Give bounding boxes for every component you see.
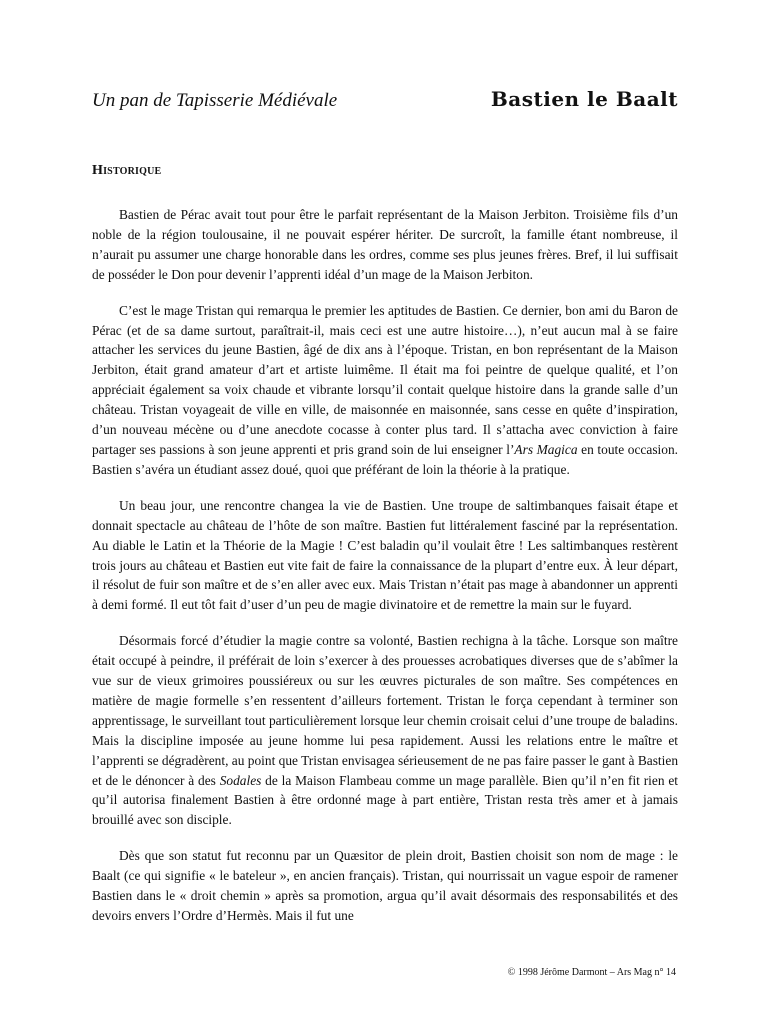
text-run: C’est le mage Tristan qui remarqua le premier les aptitudes de Bastien. Ce dernier, bon ami du Baron de Pérac (et de sa dame surtout, paraîtrait-il, mais ceci est une autre histoire…), n’eut aucun mal à se faire attacher les services du jeune Bastien, âgé de dix ans à l’époque. Tristan, en bon représentant de la Maison Jerbiton, était grand amateur d’art et artiste luimême. Il était ma foi peintre de quelque qualité, et l’on appréciait également sa voix chaude et vibrante lorsqu’il contait quelque histoire dans la grande salle d’un château. Tristan voyageait de ville en ville, de maisonnée en maisonnée, sans cesse en quête d’inspiration, d’un nouveau mécène ou d’une anecdote cocasse à conter plus tard. Il s’attacha avec conviction à faire partager ses passions à son jeune apprenti et pris grand soin de lui enseigner l’ xyxy=(92,302,678,457)
italic-term: Sodales xyxy=(219,772,262,788)
author-signature: Bastien le Baalt xyxy=(490,87,678,111)
section-heading: Historique xyxy=(92,163,162,178)
text-run: Un beau jour, une rencontre changea la vie de Bastien. Une troupe de saltimbanques faisait étape et donnait spectacle au château de l’hôte de son maître. Bastien fut littéralement fasciné par la représentation. Au diable le Latin et la Théorie de la Magie ! C’est baladin qu’il voulait être ! Les saltimbanques restèrent trois jours au château et Bastien eut vite fait de faire la connaissance de la plupart d’entre eux. À leur départ, il résolut de fuir son maître et de s’en aller avec eux. Mais Tristan n’était pas mage à abandonner un apprenti à demi formé. Il eut tôt fait d’user d’un peu de magie divinatoire et de remettre la main sur le fuyard. xyxy=(92,497,678,613)
text-run: Bastien de Pérac avait tout pour être le parfait représentant de la Maison Jerbiton. Troisième fils d’un noble de la région toulousaine, il ne pouvait espérer hériter. De surcroît, la famille étant nombreuse, il n’aurait pu assumer une charge honorable dans les ordres, comme ses plus jeunes frères. Bref, il lui suffisait de posséder le Don pour devenir l’apprenti idéal d’un mage de la Maison Jerbiton. xyxy=(92,207,678,282)
text-run: Désormais forcé d’étudier la magie contre sa volonté, Bastien rechigna à la tâche. Lorsque son maître était occupé à peindre, il préférait de loin s’exercer à des prouesses acrobatiques diverses que de s’abîmer la vue sur de vieux grimoires poussiéreux ou sur les œuvres picturales de son maître. Ses compétences en matière de magie formelle s’en ressentent d’ailleurs fortement. Tristan le força cependant à terminer son apprentissage, le surveillant tout particulièrement lorsque leur chemin croisait celui d’une troupe de baladins. Mais la discipline imposée au jeune homme lui pesa rapidement. Aussi les relations entre le maître et l’apprenti se dégradèrent, au point que Tristan envisagea sérieusement de ne pas faire passer le gant à Bastien et de le dénoncer à des xyxy=(92,633,679,788)
italic-term: Ars Magica xyxy=(514,441,578,457)
paragraph xyxy=(92,301,678,480)
footer-copyright: © 1998 Jérôme Darmont – Ars Mag n° 14 xyxy=(507,967,676,978)
text-run: de la Maison Flambeau comme un mage parallèle. Bien qu’il n’en fit rien et qu’il autorisa finalement Bastien à être ordonné mage à part entière, Tristan resta très amer et à jamais brouillé avec son disciple. xyxy=(92,772,678,828)
document-title: Un pan de Tapisserie Médiévale xyxy=(92,90,338,111)
page-header xyxy=(92,88,678,114)
paragraph xyxy=(92,631,678,830)
paragraph xyxy=(92,496,678,615)
text-run: en toute occasion. Bastien s’avéra un étudiant assez doué, quoi que préférant de loin la théorie à la pratique. xyxy=(92,441,678,477)
body-text xyxy=(92,205,678,926)
paragraph xyxy=(92,846,678,926)
text-run: Dès que son statut fut reconnu par un Quæsitor de plein droit, Bastien choisit son nom de mage : le Baalt (ce qui signifie « le bateleur », en ancien français). Tristan, qui nourrissait un vague espoir de ramener Bastien dans le « droit chemin » après sa promotion, argua qu’il avait désormais des responsabilités et des devoirs envers l’Ordre d’Hermès. Mais il fut une xyxy=(92,848,678,923)
paragraph xyxy=(92,205,678,285)
